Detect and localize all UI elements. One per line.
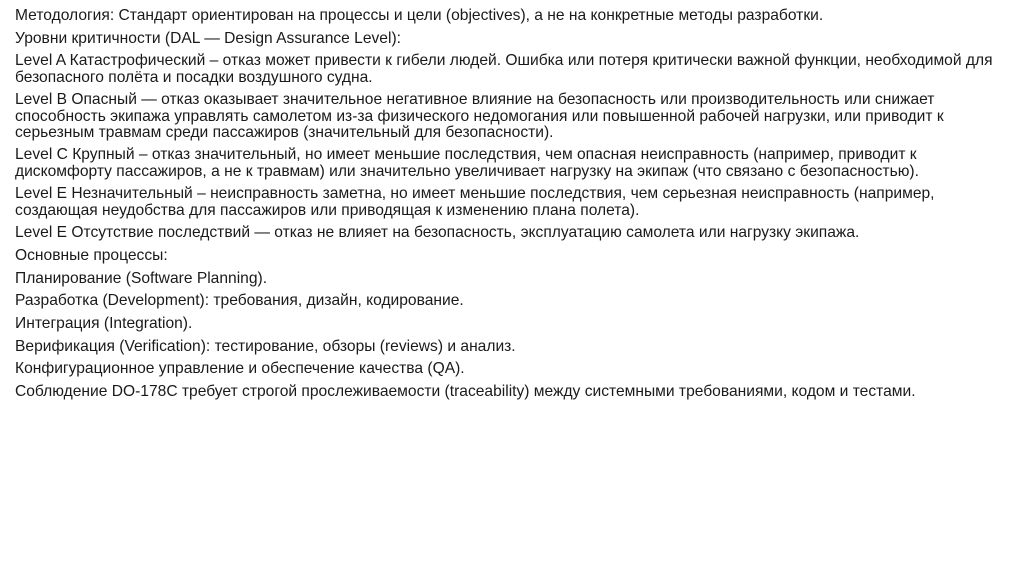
methodology-paragraph: Методология: Стандарт ориентирован на процессы и цели (objectives), а не на конкретные методы разработки. xyxy=(15,7,824,24)
document-body xyxy=(15,8,1010,407)
process-verification: Верификация (Verification): тестирование, обзоры (reviews) и анализ. xyxy=(15,337,516,355)
traceability-paragraph: Соблюдение DO-178C требует строгой прослеживаемости (traceability) между системными требованиями, кодом и тестами. xyxy=(15,383,916,401)
main-processes-heading: Основные процессы: xyxy=(15,246,168,264)
level-a-paragraph: Level A Катастрофический – отказ может привести к гибели людей. Ошибка или потеря критически важной функции, необходимой для безопасного полёта и посадки воздушного судна. xyxy=(15,52,993,86)
dal-heading: Уровни критичности (DAL — Design Assurance Level): xyxy=(15,29,401,47)
process-planning: Планирование (Software Planning). xyxy=(15,269,268,287)
level-c-paragraph: Level C Крупный – отказ значительный, но имеет меньшие последствия, чем опасная неисправность (например, приводит к дискомфорту пассажиров, а не к травмам) или значительно увеличивает нагрузку на экипаж (что связано с безопасностью). xyxy=(15,146,919,180)
level-d-paragraph: Level E Незначительный – неисправность заметна, но имеет меньшие последствия, чем серьезная неисправность (например, создающая неудобства для пассажиров или приводящая к изменению плана полета). xyxy=(15,185,935,219)
level-e-paragraph: Level E Отсутствие последствий — отказ не влияет на безопасность, эксплуатацию самолета или нагрузку экипажа. xyxy=(15,224,860,242)
process-configuration-qa: Конфигурационное управление и обеспечение качества (QA). xyxy=(15,360,465,378)
process-integration: Интеграция (Integration). xyxy=(15,315,193,333)
level-b-paragraph: Level B Опасный — отказ оказывает значительное негативное влияние на безопасность или производительность или снижает способность экипажа управлять самолетом из-за физического недомогания или повышенной рабочей нагрузки, или приводит к серьезным травмам среди пассажиров (значительный для безопасности). xyxy=(15,91,944,141)
process-development: Разработка (Development): требования, дизайн, кодирование. xyxy=(15,292,464,310)
